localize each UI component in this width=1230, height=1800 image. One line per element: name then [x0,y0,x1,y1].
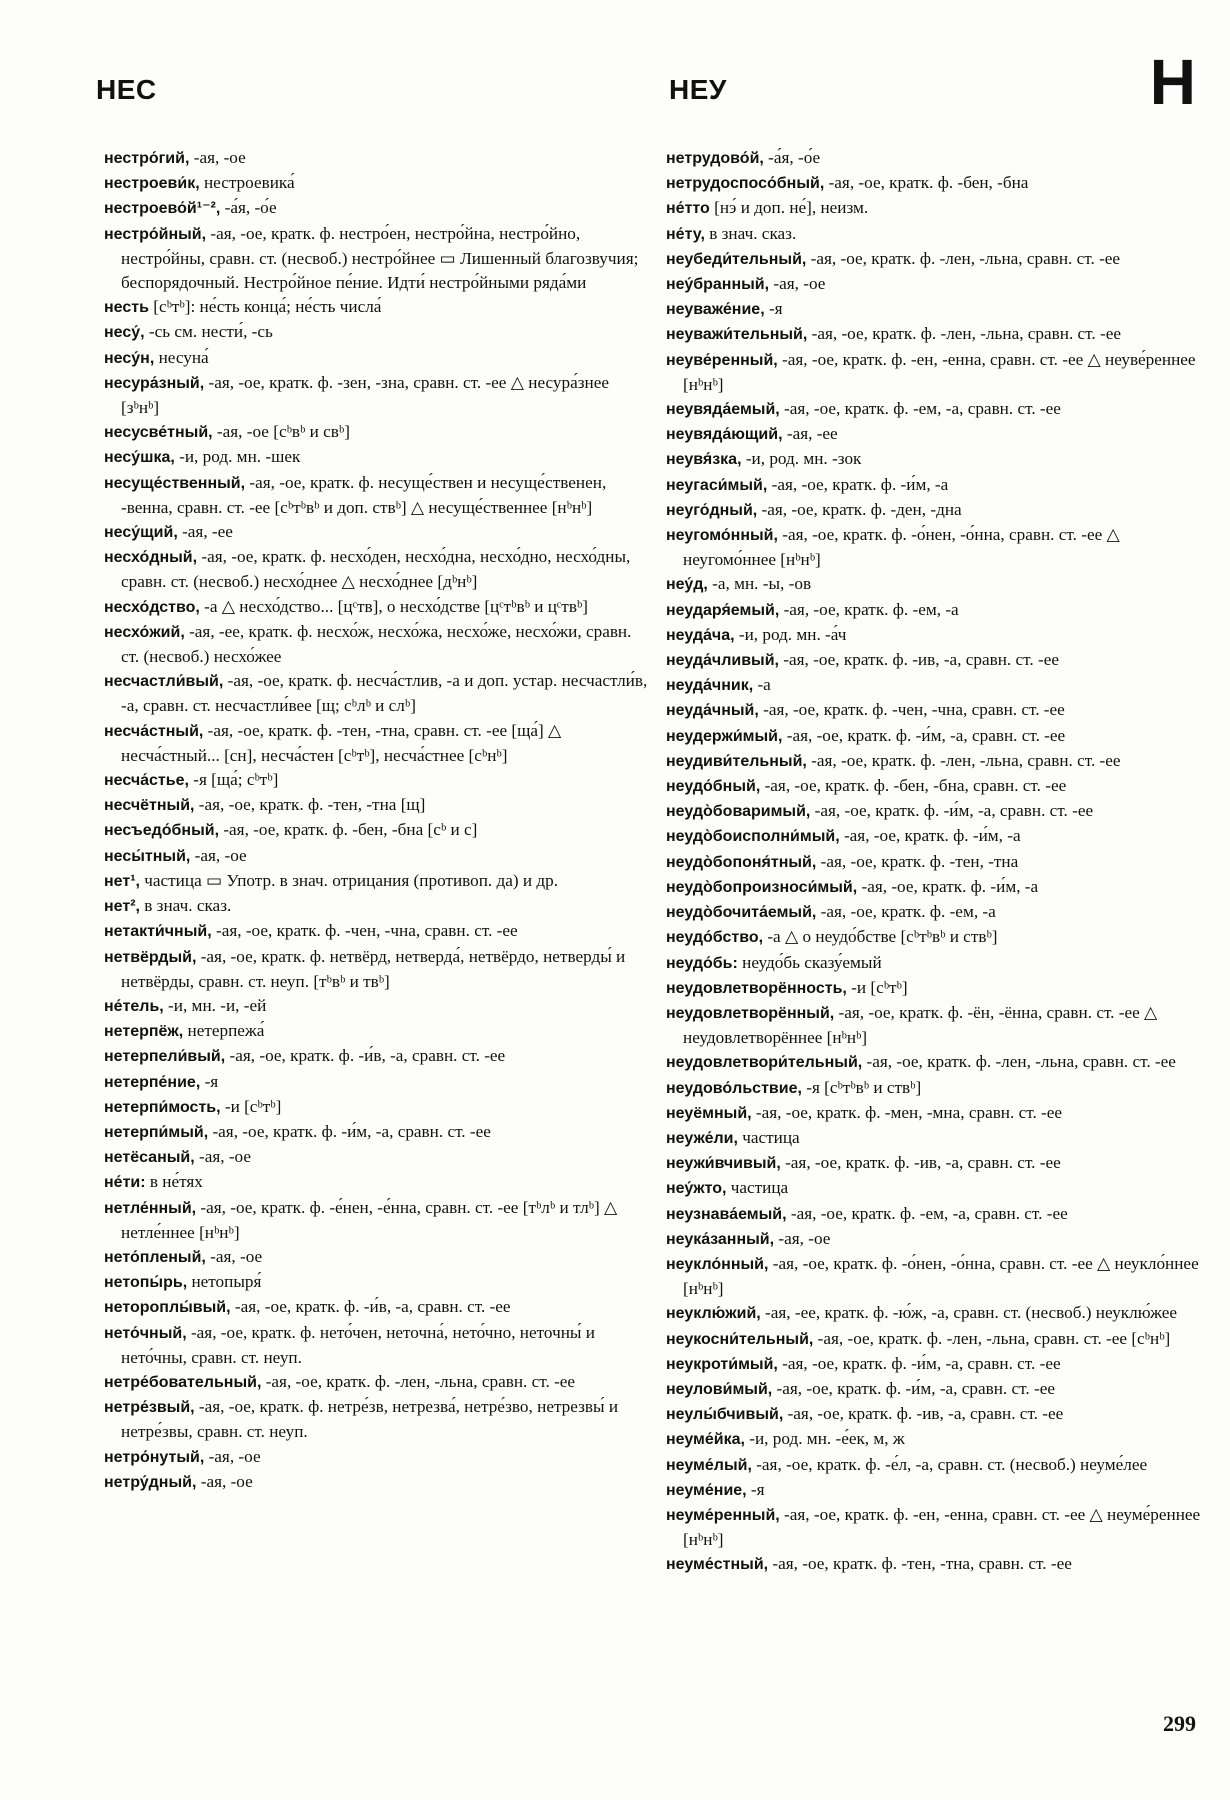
entry-definition: -и [сᵇтᵇ] [220,1096,282,1116]
entry-headword: неувяда́емый, [666,401,780,419]
entry-headword: неудовлетвори́тельный, [666,1054,863,1072]
entry-headword: неугаси́мый, [666,476,768,494]
entry-definition: -ая, -ое, кратк. ф. -ен, -енна, сравн. ст. -ее △ неуве́реннее [нᵇнᵇ] [683,349,1196,394]
entry-definition: -я [200,1071,219,1091]
dictionary-entry [666,222,1211,247]
dictionary-entry [104,1120,649,1145]
dictionary-entry [104,719,649,768]
entry-definition: -я [746,1479,765,1499]
dictionary-entry [666,1427,1211,1452]
entry-headword: неудо̀боисполни́мый, [666,828,840,846]
entry-headword: нестроеви́к, [104,175,200,193]
dictionary-entry [666,875,1211,900]
dictionary-entry [666,272,1211,297]
entry-headword: неудо́бный, [666,778,761,796]
entry-definition: -и, мн. -и, -ей [163,995,267,1015]
entry-headword: несъедо́бный, [104,822,220,840]
entry-headword: нетвёрдый, [104,948,197,966]
entry-definition: -ая, -ое, кратк. ф. нетвёрд, нетверда́, нетвёрдо, нетверды́ и нетвёрды, сравн. ст. неуп. [тᵇвᵇ и твᵇ] [121,946,626,991]
entry-headword: неуваже́ние, [666,301,765,319]
dictionary-entry [666,397,1211,422]
dictionary-entry [666,572,1211,597]
entry-headword: неубеди́тельный, [666,250,807,268]
entry-headword: неуда́чный, [666,702,759,720]
entry-definition: -ая, -ое, кратк. ф. -о́нен, -о́нна, сравн. ст. -ее △ неукло́ннее [нᵇнᵇ] [683,1253,1199,1299]
dictionary-entry [104,1170,649,1195]
dictionary-entry [104,919,649,944]
dictionary-entry [666,1176,1211,1201]
dictionary-entry [666,1252,1211,1301]
entry-definition: -ая, -ое [769,274,826,294]
entry-headword: неуклю́жий, [666,1305,761,1323]
dictionary-entry [666,1478,1211,1503]
dictionary-entry [666,749,1211,774]
dictionary-entry [104,1321,649,1370]
entry-headword: нетрудово́й, [666,150,764,167]
dictionary-entry [104,894,649,919]
entry-definition: -и, род. мн. -зок [741,449,862,469]
dictionary-entry [104,520,649,545]
entry-headword: неуда́чник, [666,677,754,695]
entry-definition: -ая, -ое, кратк. ф. -бен, -бна, сравн. ст. -ее [760,776,1067,796]
entry-definition: -ая, -ое, кратк. ф. -лен, -льна, сравн. ст. -ее [807,324,1121,344]
entry-headword: неукосни́тельный, [666,1330,814,1348]
entry-headword: нето́пленый, [104,1248,206,1266]
dictionary-entry [104,818,649,843]
entry-headword: неуме́йка, [666,1431,745,1449]
dictionary-entry [104,1019,649,1044]
entry-headword: нет², [104,898,140,916]
entry-definition: -ая, -ое, кратк. ф. -ён, -ённа, сравн. ст. -ее △ неудовлетворённее [нᵇнᵇ] [683,1002,1158,1048]
entry-definition: -ая, -ое, кратк. ф. -ем, -а, сравн. ст. -ее [786,1203,1068,1223]
dictionary-entry [104,595,649,620]
entry-definition: -ая, -ое, кратк. ф. -тен, -тна [щ] [194,795,426,815]
entry-headword: несу́щий, [104,524,178,542]
entry-headword: неудиви́тельный, [666,752,807,770]
entry-headword: несу́шка, [104,449,175,467]
dictionary-entry [104,545,649,594]
entry-headword: не́ти: [104,1174,146,1192]
dictionary-entry [666,1327,1211,1352]
entry-definition: неудо́бь сказу́емый [737,952,882,972]
right-column [666,146,1211,1578]
entry-headword: нетакти́чный, [104,923,212,941]
entry-definition: -ая, -ее, кратк. ф. -ю́ж, -а, сравн. ст. (несвоб.) неуклю́жее [760,1303,1178,1323]
dictionary-entry [104,420,649,445]
dictionary-entry [104,471,649,520]
entry-headword: неуме́лый, [666,1456,752,1474]
dictionary-entry [666,1552,1211,1577]
entry-headword: несча́стье, [104,772,189,790]
entry-definition: -ая, -ое, кратк. ф. -чен, -чна, сравн. ст. -ее [211,921,518,941]
entry-headword: неуве́ренный, [666,351,778,369]
entry-headword: нетрудоспосо́бный, [666,175,825,193]
entry-headword: неуме́ренный, [666,1506,780,1524]
dictionary-entry [104,1295,649,1320]
entry-definition: -ая, -ое [сᵇвᵇ и свᵇ] [212,422,350,442]
entry-headword: несу́, [104,324,145,342]
entry-headword: нетерпи́мый, [104,1123,209,1141]
entry-headword: нетру́дный, [104,1473,197,1491]
dictionary-entry [104,1145,649,1170]
dictionary-entry [104,1445,649,1470]
entry-headword: неузнава́емый, [666,1205,787,1223]
entry-headword: неуёмный, [666,1104,752,1122]
entry-headword: несча́стный, [104,722,204,740]
entry-definition: -ая, -ое, кратк. ф. -и́м, -а, сравн. ст. -ее [208,1121,491,1141]
entry-headword: неуме́стный, [666,1556,769,1574]
dictionary-entry [104,295,649,320]
dictionary-entry [666,447,1211,472]
dictionary-entry [666,648,1211,673]
entry-headword: нетерпе́ние, [104,1073,201,1091]
entry-definition: частица ▭ Употр. в знач. отрицания (противоп. да) и др. [139,870,559,890]
dictionary-entry [104,869,649,894]
dictionary-entry [104,1270,649,1295]
entry-definition: -ая, -ое [189,148,246,167]
dictionary-entry [666,498,1211,523]
entry-headword: не́ту, [666,225,705,243]
dictionary-entry [666,1101,1211,1126]
entry-definition: в знач. сказ. [704,223,797,243]
entry-definition: -и, род. мн. -а́ч [734,624,847,644]
entry-definition: -ая, -ое, кратк. ф. -чен, -чна, сравн. ст. -ее [758,700,1065,720]
dictionary-entry [104,793,649,818]
dictionary-entry [104,1044,649,1069]
entry-definition: -ая, -ое, кратк. ф. -тен, -тна [816,851,1019,871]
entry-headword: нетерпи́мость, [104,1098,221,1116]
dictionary-entry [104,196,649,221]
dictionary-entry [666,1301,1211,1326]
entry-definition: -ая, -ое, кратк. ф. -ив, -а, сравн. ст. -ее [780,1153,1061,1173]
dictionary-entry [666,774,1211,799]
entry-definition: -ая, -ое, кратк. ф. -и́в, -а, сравн. ст. -ее [225,1046,506,1066]
entry-headword: нетерпёж, [104,1023,184,1041]
entry-headword: неугомо́нный, [666,527,778,545]
dictionary-entry [666,698,1211,723]
dictionary-entry [666,1202,1211,1227]
dictionary-entry [104,620,649,669]
dictionary-entry [104,1395,649,1444]
entry-definition: -ая, -ое, кратк. ф. -ем, -а [779,599,959,619]
entry-headword: нето́чный, [104,1324,187,1342]
dictionary-entry [104,320,649,345]
entry-definition: -ая, -ое, кратк. ф. -о́нен, -о́нна, сравн. ст. -ее △ неугомо́ннее [нᵇнᵇ] [683,525,1120,570]
dictionary-entry [666,976,1211,1001]
entry-definition: -ая, -ее [177,522,233,542]
entry-definition: -а [753,675,771,695]
entry-definition: -и, род. мн. -шек [174,447,301,467]
dictionary-entry [666,322,1211,347]
dictionary-entry [104,445,649,470]
entry-headword: несусве́тный, [104,424,213,442]
entry-headword: неу́д, [666,576,708,594]
dictionary-entry [666,598,1211,623]
entry-headword: неудержи́мый, [666,727,783,745]
dictionary-entry [666,297,1211,322]
entry-headword: неудово́льствие, [666,1079,802,1097]
entry-definition: в не́тях [145,1172,203,1192]
dictionary-entry [666,1402,1211,1427]
entry-headword: несу́н, [104,349,155,367]
entry-headword: неуда́ча, [666,626,735,644]
entry-definition: [нэ́ и доп. не́], неизм. [709,198,869,218]
entry-definition: -ая, -ое, кратк. ф. несча́стлив, -а и доп. устар. несчастли́в, -а, сравн. ст. несчастли́вее [щ; сᵇлᵇ и слᵇ] [121,671,648,716]
entry-definition: нетопыря́ [187,1272,262,1292]
entry-headword: несура́зный, [104,374,205,392]
dictionary-entry [104,1196,649,1245]
dictionary-entry [104,768,649,793]
dictionary-entry [666,824,1211,849]
dictionary-entry [666,900,1211,925]
dictionary-entry [666,146,1211,171]
entry-headword: неударя́емый, [666,601,780,619]
entry-headword: нестро́йный, [104,225,207,243]
entry-headword: нетерпели́вый, [104,1048,226,1066]
entry-headword: несчастли́вый, [104,673,224,691]
entry-headword: неувя́зка, [666,451,742,469]
entry-headword: неудо́бство, [666,929,764,947]
entry-headword: неука́занный, [666,1230,775,1248]
entry-definition: -ая, -ое, кратк. ф. -и́м, -а, сравн. ст. -ее [777,1353,1061,1373]
entry-definition: -ая, -ое, кратк. ф. нетре́зв, нетрезва́, нетре́зво, нетрезвы́ и нетре́звы, сравн. ст. неуп. [121,1397,619,1442]
entry-headword: не́тто [666,200,710,218]
entry-definition: -ая, -ое, кратк. ф. -лен, -льна, сравн. ст. -ее [261,1371,576,1391]
entry-definition: -а́я, -о́е [220,198,277,218]
entry-definition: -а △ о неудо́бстве [сᵇтᵇвᵇ и ствᵇ] [763,927,998,947]
entry-definition: -ая, -ое, кратк. ф. -е́нен, -е́нна, сравн. ст. -ее [тᵇлᵇ и тлᵇ] △ нетле́ннее [нᵇнᵇ] [121,1197,618,1242]
dictionary-entry [666,523,1211,572]
dictionary-entry [666,473,1211,498]
entry-definition: -ая, -ое [196,1471,253,1491]
dictionary-entry [666,925,1211,950]
entry-headword: неуже́ли, [666,1129,738,1147]
dictionary-entry [104,171,649,196]
dictionary-entry [104,222,649,296]
entry-headword: неукло́нный, [666,1255,769,1273]
entry-headword: неуго́дный, [666,501,758,519]
dictionary-entry [666,673,1211,698]
dictionary-entry [104,669,649,718]
entry-definition: -ая, -ое, кратк. ф. -бен, -бна [сᵇ и с] [219,820,478,840]
entry-definition: -я [764,299,783,319]
entry-definition: нестроевика́ [199,173,295,193]
entry-definition: -ая, -ое, кратк. ф. -ден, -дна [757,499,962,519]
dictionary-entry [104,1070,649,1095]
dictionary-entry [666,724,1211,749]
dictionary-entry [666,348,1211,397]
running-head-right: НЕУ [669,74,727,105]
entry-definition: -ая, -ое, кратк. ф. -и́м, -а, сравн. ст. -ее [772,1378,1055,1398]
entry-headword: неудо̀бопоня́тный, [666,853,817,871]
dictionary-entry [666,171,1211,196]
entry-definition: -ая, -ое, кратк. ф. -лен, -льна, сравн. ст. -ее [862,1052,1176,1072]
entry-headword: неужи́вчивый, [666,1155,781,1173]
entry-definition: несуна́ [154,347,209,367]
entry-definition: -ая, -ое, кратк. ф. -и́м, -а, сравн. ст. -ее [782,725,1066,745]
entry-definition: -а, мн. -ы, -ов [707,574,812,594]
entry-definition: -ая, -ее [782,424,838,444]
dictionary-entry [666,1227,1211,1252]
dictionary-entry [104,994,649,1019]
entry-definition: -ая, -ое, кратк. ф. -ив, -а, сравн. ст. -ее [778,650,1059,670]
entry-definition: -ая, -ое [204,1446,261,1466]
dictionary-entry [104,1245,649,1270]
entry-headword: неудо́бь: [666,954,738,972]
entry-definition: -ая, -ое, кратк. ф. -лен, -льна, сравн. ст. -ее [сᵇнᵇ] [813,1328,1171,1348]
entry-definition: -ая, -ое, кратк. ф. несхо́ден, несхо́дна, несхо́дно, несхо́дны, сравн. ст. (несвоб.) несхо́днее △ несхо́днее [дᵇнᵇ] [121,547,631,592]
entry-headword: нестро́гий, [104,150,190,167]
entry-headword: неу́жто, [666,1180,727,1198]
left-column [104,146,649,1495]
entry-definition: -ая, -ое, кратк. ф. -и́м, -а [839,826,1021,846]
dictionary-entry [104,844,649,869]
dictionary-entry [666,1453,1211,1478]
entry-headword: нетопы́рь, [104,1274,188,1292]
dictionary-entry [666,1377,1211,1402]
dictionary-entry [104,146,649,171]
entry-headword: неувяда́ющий, [666,426,783,444]
entry-headword: неуме́ние, [666,1481,747,1499]
entry-definition: -ая, -ое, кратк. ф. -е́л, -а, сравн. ст. (несвоб.) неуме́лее [751,1454,1148,1474]
entry-headword: несы́тный, [104,847,191,865]
dictionary-entry [104,945,649,994]
entry-definition: -а́я, -о́е [763,148,821,167]
entry-definition: -ая, -ое, кратк. ф. -тен, -тна, сравн. ст. -ее [768,1554,1072,1574]
entry-headword: неудовлетворённый, [666,1004,835,1022]
entry-definition: -сь см. нести́, -сь [144,322,273,342]
dictionary-entry [666,1076,1211,1101]
entry-definition: -ая, -ое, кратк. ф. -лен, -льна, сравн. ст. -ее [806,248,1121,268]
dictionary-entry [666,422,1211,447]
running-head-left: НЕС [96,74,157,105]
entry-headword: несуще́ственный, [104,474,246,492]
entry-headword: неудо̀бочита́емый, [666,904,817,922]
dictionary-entry [666,1151,1211,1176]
dictionary-entry [104,1470,649,1495]
entry-headword: нетороплы́вый, [104,1299,231,1317]
entry-headword: несхо́жий, [104,623,185,641]
entry-definition: [сᵇтᵇ]: не́сть конца́; не́сть числа́ [148,297,382,317]
dictionary-entry [666,799,1211,824]
entry-definition: -ая, -ое, кратк. ф. -ем, -а [816,902,996,922]
entry-definition: -я [ща́; сᵇтᵇ] [188,770,279,790]
entry-headword: нетро́нутый, [104,1448,205,1466]
entry-headword: несхо́дство, [104,598,200,616]
dictionary-entry [104,1370,649,1395]
dictionary-entry [666,850,1211,875]
entry-definition: -ая, -ое [190,845,247,865]
dictionary-entry [666,1503,1211,1552]
entry-headword: неулы́бчивый, [666,1406,784,1424]
entry-definition: -ая, -ое, кратк. ф. нето́чен, неточна́, нето́чно, неточны́ и нето́чны, сравн. ст. неуп. [121,1322,595,1367]
entry-definition: -ая, -ое, кратк. ф. -ив, -а, сравн. ст. -ее [783,1404,1064,1424]
dictionary-entry [104,346,649,371]
entry-definition: -я [сᵇтᵇвᵇ и ствᵇ] [801,1077,922,1097]
entry-definition: -ая, -ое [774,1228,831,1248]
entry-headword: несчётный, [104,797,195,815]
dictionary-entry [666,951,1211,976]
entry-definition: -ая, -ое, кратк. ф. -бен, -бна [824,173,1029,193]
dictionary-entry [666,623,1211,648]
dictionary-entry [666,196,1211,221]
entry-headword: нетле́нный, [104,1199,197,1217]
dictionary-entry [666,1050,1211,1075]
entry-headword: нетре́бовательный, [104,1373,262,1391]
entry-definition: -ая, -ое, кратк. ф. -зен, -зна, сравн. ст. -ее △ несура́знее [зᵇнᵇ] [121,372,609,418]
entry-headword: неудо̀бопроизноси́мый, [666,878,858,896]
entry-definition: нетерпежа́ [183,1021,265,1041]
entry-headword: неуважи́тельный, [666,326,808,344]
entry-headword: нестроево́й¹⁻², [104,200,221,218]
entry-headword: неулови́мый, [666,1380,773,1398]
entry-definition: -ая, -ое, кратк. ф. -тен, -тна, сравн. ст. -ее [ща́] △ несча́стный... [сн], несча́стен [сᵇтᵇ], несча́стнее [сᵇнᵇ] [121,720,562,765]
dictionary-entry [666,1126,1211,1151]
entry-definition: -ая, -ое, кратк. ф. несуще́ствен и несуще́ственен, -венна, сравн. ст. -ее [сᵇтᵇвᵇ и доп. ствᵇ] △ несуще́ственнее [нᵇнᵇ] [121,472,607,517]
entry-definition: частица [726,1178,789,1198]
entry-definition: -ая, -ое [205,1246,263,1266]
entry-definition: частица [737,1127,800,1147]
entry-headword: нетёсаный, [104,1149,195,1167]
entry-headword: неукроти́мый, [666,1355,778,1373]
entry-definition: -и [сᵇтᵇ] [846,977,908,997]
dictionary-entry [104,1095,649,1120]
entry-headword: несть [104,299,149,317]
entry-definition: в знач. сказ. [139,896,232,916]
entry-definition: -а △ несхо́дство... [цᶜтв], о несхо́дстве [цᶜтᵇвᵇ и цᶜтвᵇ] [199,596,588,616]
entry-headword: неудовлетворённость, [666,979,847,997]
entry-definition: -ая, -ое, кратк. ф. -и́м, -а [857,876,1039,896]
entry-headword: нет¹, [104,872,140,890]
dictionary-entry [666,247,1211,272]
section-letter: Н [1149,46,1196,118]
entry-definition: -ая, -ое, кратк. ф. -лен, -льна, сравн. ст. -ее [806,750,1121,770]
dictionary-entry [666,1001,1211,1050]
entry-headword: не́тель, [104,997,164,1015]
entry-definition: -ая, -ое, кратк. ф. -и́м, -а [767,474,949,494]
entry-definition: -ая, -ее, кратк. ф. несхо́ж, несхо́жа, несхо́же, несхо́жи, сравн. ст. (несвоб.) несхо́жее [121,621,632,667]
entry-definition: -ая, -ое, кратк. ф. -ем, -а, сравн. ст. -ее [779,399,1061,419]
entry-headword: неу́бранный, [666,276,770,294]
page-number: 299 [1163,1711,1196,1736]
dictionary-entry [666,1352,1211,1377]
dictionary-entry [104,371,649,420]
entry-definition: -ая, -ое, кратк. ф. -мен, -мна, сравн. ст. -ее [751,1102,1063,1122]
entry-definition: -ая, -ое, кратк. ф. -и́в, -а, сравн. ст. -ее [230,1297,511,1317]
entry-definition: -и, род. мн. -е́ек, м, ж [744,1429,905,1449]
entry-definition: -ая, -ое, кратк. ф. нестро́ен, нестро́йна, нестро́йно, нестро́йны, сравн. ст. (несвоб.) нестро́йнее ▭ Лишенный благозвучия; беспорядочный. Нестро́йное пе́ние. Идти́ нестро́йными ряда́ми [121,223,639,293]
entry-definition: -ая, -ое [194,1147,251,1167]
entry-definition: -ая, -ое, кратк. ф. -и́м, -а, сравн. ст. -ее [810,801,1094,821]
entry-definition: -ая, -ое, кратк. ф. -ен, -енна, сравн. ст. -ее △ неуме́реннее [нᵇнᵇ] [683,1504,1201,1550]
entry-headword: нетре́звый, [104,1399,195,1417]
entry-headword: неуда́чливый, [666,652,779,670]
entry-headword: несхо́дный, [104,549,198,567]
entry-headword: неудо̀боваримый, [666,803,811,821]
